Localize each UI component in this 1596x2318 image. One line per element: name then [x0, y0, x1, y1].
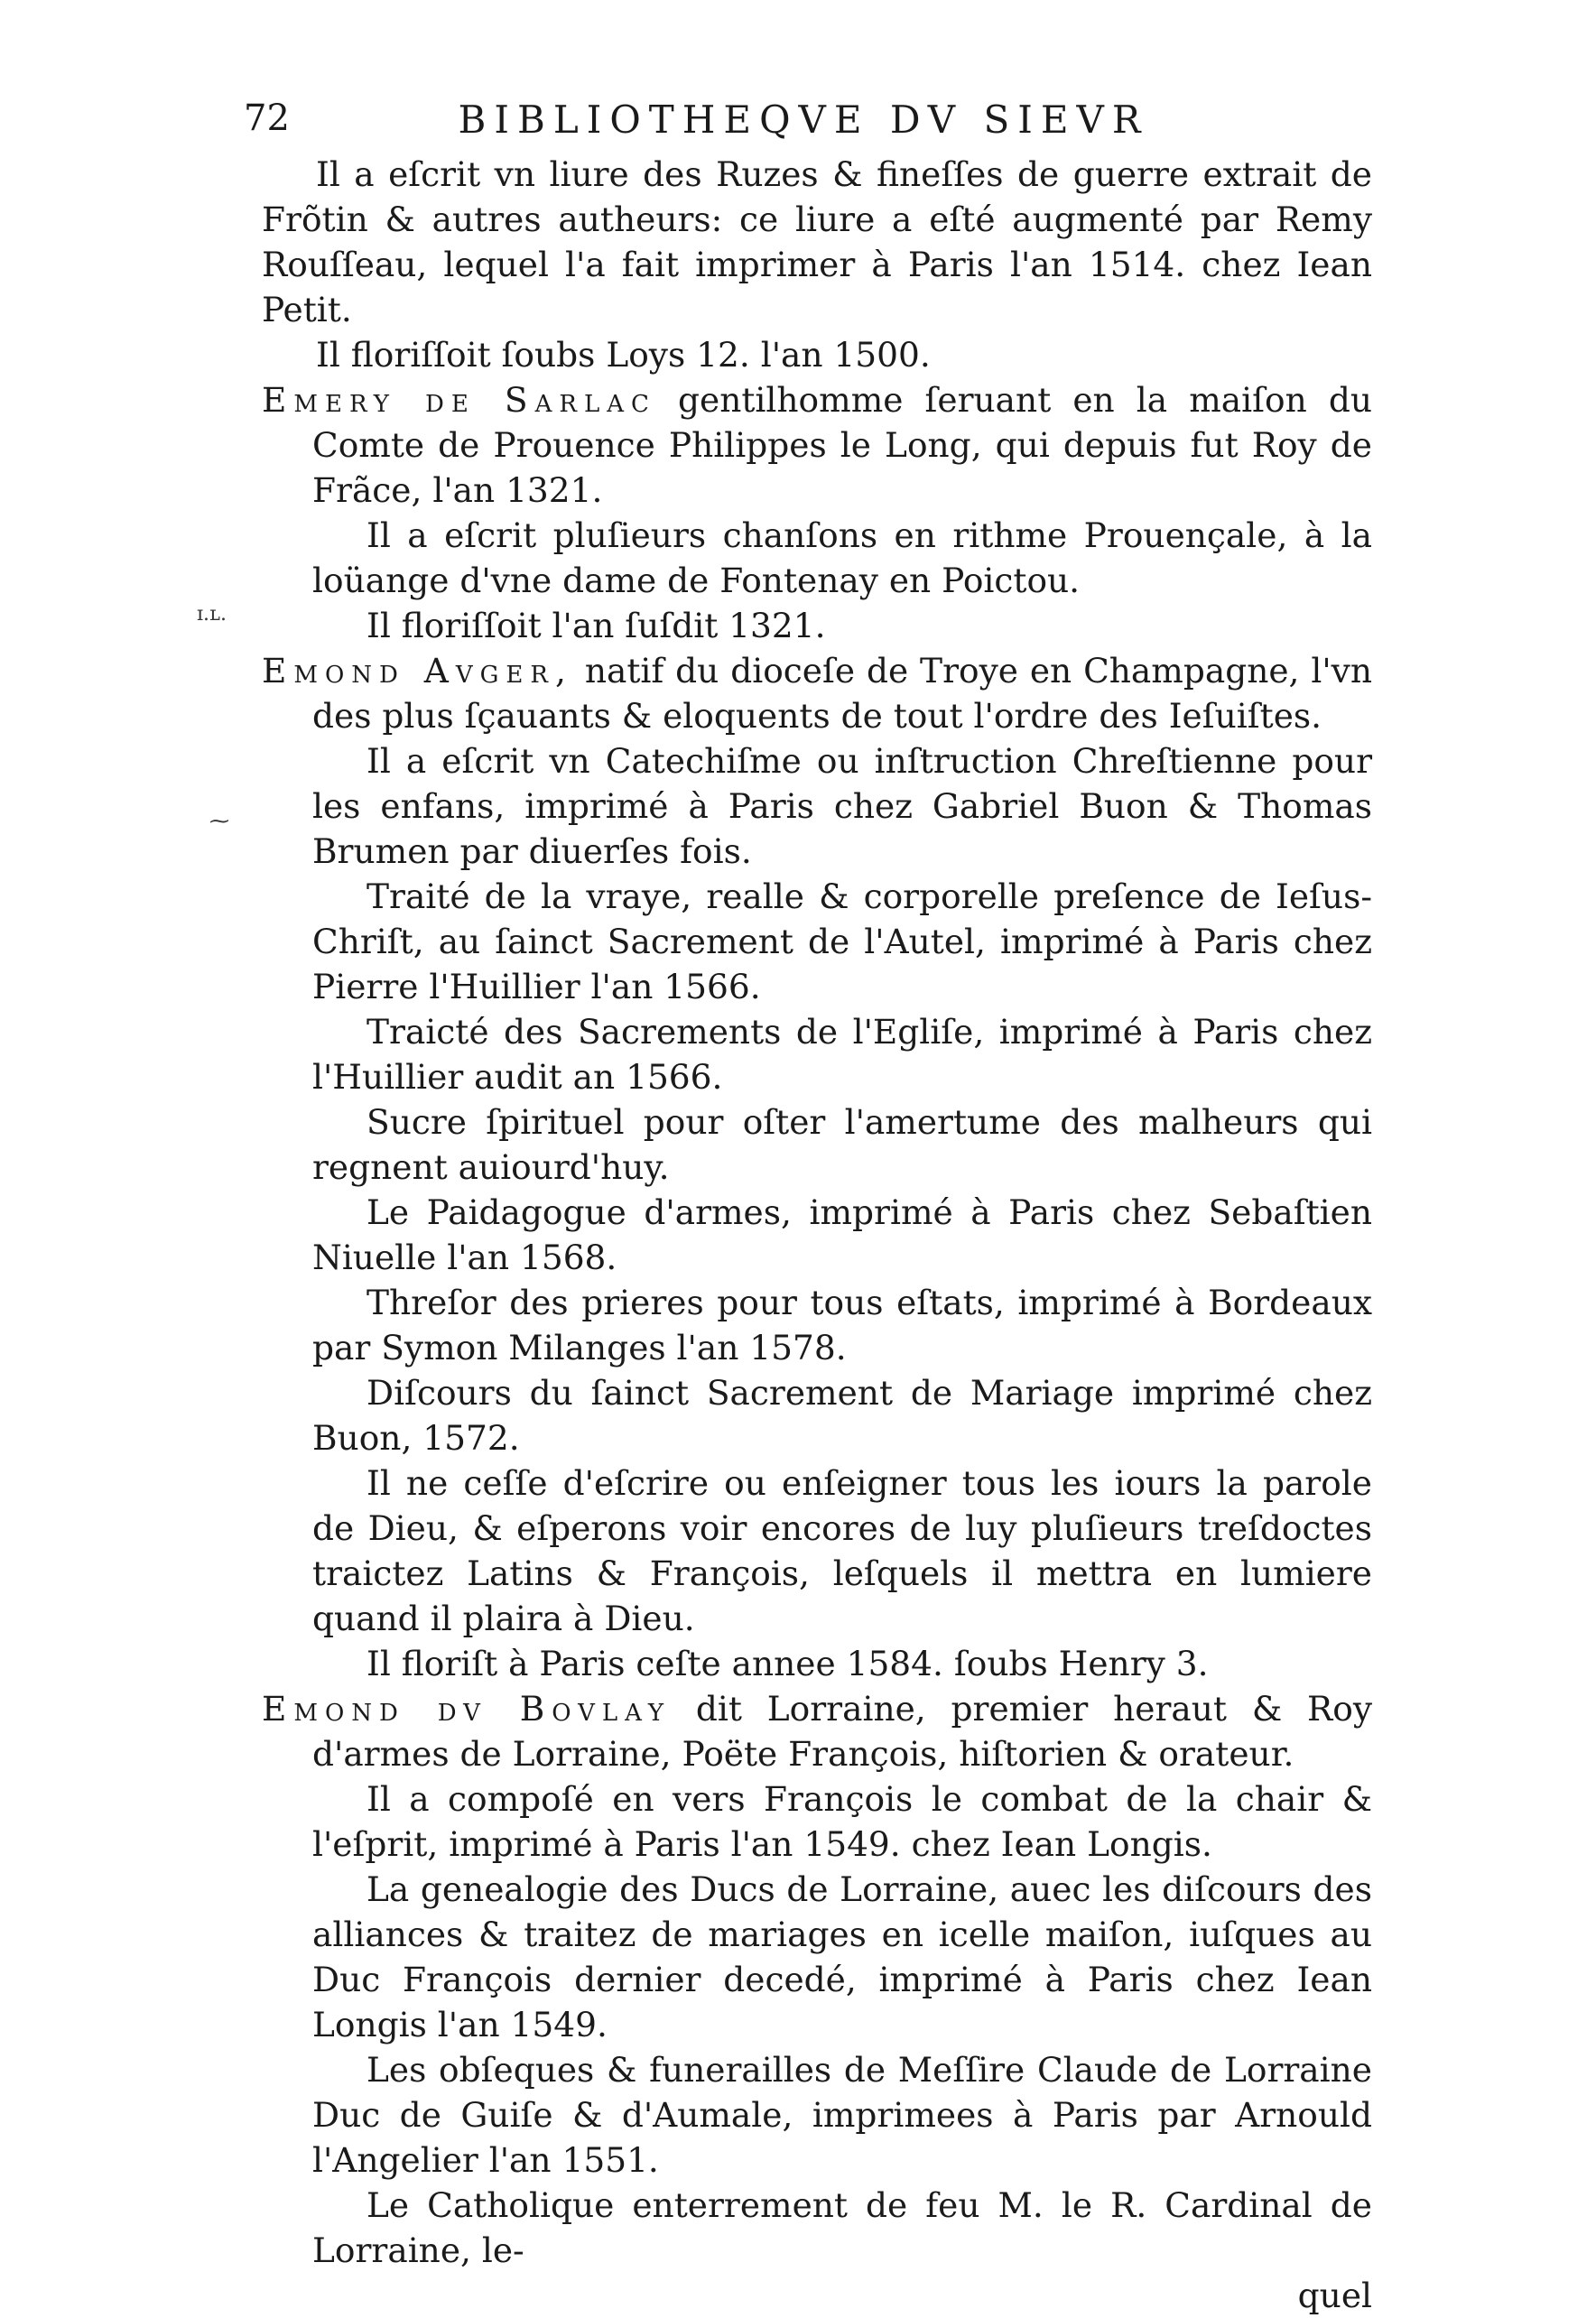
paragraph: La genealogie des Ducs de Lorraine, auec les diſcours des alliances & traitez de mariages en icelle maiſon, iuſques au Duc François dernier decedé, imprimé à Paris chez Iean Longis l'an 1549. — [312, 1869, 1372, 2044]
paragraph: Il a eſcrit vn liure des Ruzes & fineſſes de guerre extrait de Frõtin & autres autheurs: ce liure a eſté augmenté par Remy Rouſſeau, lequel l'a fait imprimer à Paris l'an 1514. chez Iean Petit. — [262, 154, 1372, 329]
paragraph: Il ne ceſſe d'eſcrire ou enſeigner tous les iours la parole de Dieu, & eſperons voir encores de luy pluſieurs treſdoctes traictez Latins & François, leſquels il mettra en lumiere quand il plaira à Dieu. — [312, 1463, 1372, 1638]
paragraph: Il floriſſoit ſoubs Loys 12. l'an 1500. — [316, 335, 931, 375]
paragraph: Il floriſſoit l'an ſuſdit 1321. — [367, 606, 826, 645]
catchword: quel — [1297, 2276, 1372, 2315]
entry-name: Emond dv Bovlay — [262, 1689, 672, 1729]
entry-name: Emond Avger, — [262, 651, 573, 691]
page-number: 72 — [244, 97, 290, 139]
entry-description: dit Lorraine, premier heraut & Roy d'armes de Lorraine, Poëte François, hiſtorien & orateur. — [312, 1689, 1373, 1774]
paragraph: Le Catholique enterrement de feu M. le R. Cardinal de Lorraine, le- — [312, 2185, 1372, 2270]
paragraph: Il a compoſé en vers François le combat de la chair & l'eſprit, imprimé à Paris l'an 1549. chez Iean Longis. — [312, 1779, 1372, 1864]
paragraph: Threſor des prieres pour tous eſtats, imprimé à Bordeaux par Symon Milanges l'an 1578. — [312, 1283, 1372, 1368]
running-title: BIBLIOTHEQVE DV SIEVR — [458, 97, 1149, 142]
paragraph: Le Paidagogue d'armes, imprimé à Paris chez Sebaſtien Niuelle l'an 1568. — [312, 1192, 1372, 1277]
entry-description: natif du dioceſe de Troye en Champagne, l'vn des plus ſçauants & eloquents de tout l'ordre des Ieſuiſtes. — [312, 651, 1373, 736]
paragraph: Sucre ſpirituel pour oſter l'amertume des malheurs qui regnent auiourd'huy. — [312, 1102, 1372, 1187]
paragraph: Les obſeques & funerailles de Meſſire Claude de Lorraine Duc de Guiſe & d'Aumale, imprimees à Paris par Arnould l'Angelier l'an 1551. — [312, 2050, 1372, 2180]
entry-emond-du-boulay — [262, 1686, 1372, 1776]
paragraph: Il a eſcrit vn Catechiſme ou inſtruction Chreſtienne pour les enfans, imprimé à Paris chez Gabriel Buon & Thomas Brumen par diuerſes fois. — [312, 741, 1372, 871]
paragraph: Diſcours du ſainct Sacrement de Mariage imprimé chez Buon, 1572. — [312, 1373, 1372, 1458]
margin-mark: ⁓ — [209, 811, 229, 833]
entry-emond-auger — [262, 648, 1372, 738]
paragraph: Il floriſt à Paris ceſte annee 1584. ſoubs Henry 3. — [367, 1644, 1209, 1683]
paragraph: Traicté des Sacrements de l'Egliſe, imprimé à Paris chez l'Huillier audit an 1566. — [312, 1012, 1372, 1097]
margin-mark: ɪ.ʟ. — [197, 603, 227, 626]
entry-description: gentilhomme ſeruant en la maiſon du Comte de Prouence Philippes le Long, qui depuis fut Roy de Frãce, l'an 1321. — [312, 380, 1372, 510]
entry-name: Emery de Sarlac — [262, 380, 656, 420]
main-text — [262, 152, 1372, 2318]
paragraph: Traité de la vraye, realle & corporelle preſence de Ieſus-Chriſt, au ſainct Sacrement de l'Autel, imprimé à Paris chez Pierre l'Huillier l'an 1566. — [312, 876, 1372, 1006]
entry-emery-de-sarlac — [262, 377, 1372, 513]
paragraph: Il a eſcrit pluſieurs chanſons en rithme Prouençale, à la loüange d'vne dame de Fontenay en Poictou. — [312, 515, 1372, 600]
